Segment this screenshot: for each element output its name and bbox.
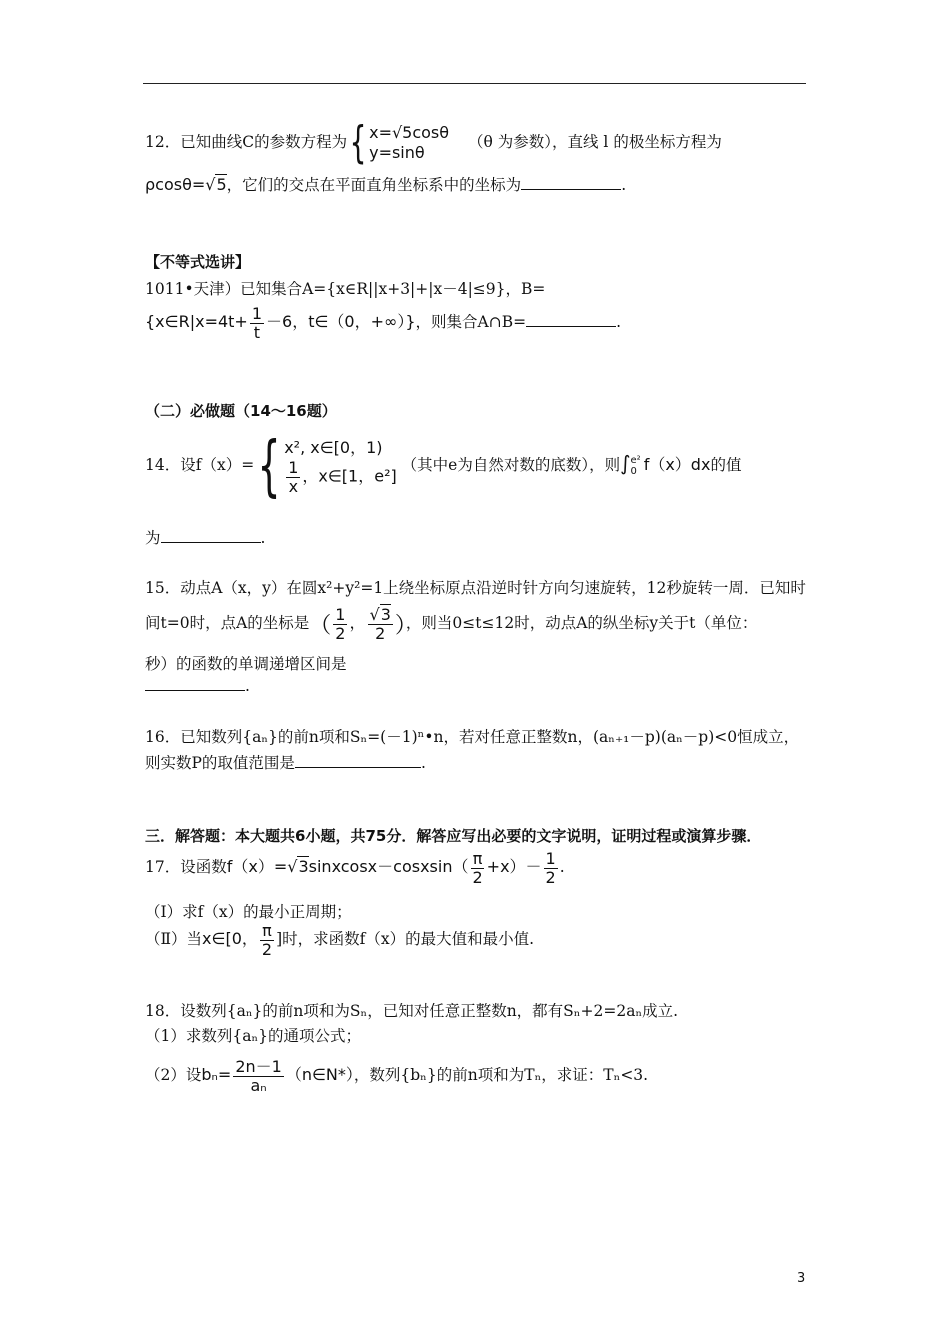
q18-cond: （n∈N*） <box>285 1065 354 1085</box>
q14-piece2-frac <box>286 459 300 495</box>
q17-part2-den: 2 <box>261 939 273 959</box>
q17-half-frac <box>544 850 558 886</box>
left-brace-icon: { <box>257 427 281 504</box>
q12-parametric-system <box>347 117 450 168</box>
q14-piece2-num: 1 <box>288 458 299 478</box>
header-rule <box>143 83 806 84</box>
q18-bn: bₙ= <box>201 1065 232 1085</box>
q15-frac2: $\frac{√3}{2}$ <box>369 605 391 643</box>
q18-part2-pre: （2）设 <box>145 1066 202 1085</box>
q17-sqrt-arg: 3 <box>298 857 309 877</box>
q16-line1: 16．已知数列{aₙ}的前n项和Sₙ=(－1)ⁿ•n，若对任意正整数n，(aₙ₊₁－p)(aₙ－p)<0恒成立， <box>145 728 800 746</box>
q16-end: . <box>420 754 426 772</box>
q15-frac1-num: 1 <box>335 605 346 624</box>
q13-set-start: {x∈R|x=4t+ <box>145 312 248 332</box>
q17-expr1: f（x）= <box>226 857 288 877</box>
q17-part1: （Ⅰ）求f（x）的最小正周期； <box>145 903 352 921</box>
q15-frac2-den: 2 <box>375 623 386 643</box>
q14-end: . <box>260 529 266 547</box>
q13-end: . <box>616 313 622 332</box>
q17-part2-frac <box>260 922 274 958</box>
q14-piece2-den: x <box>288 476 299 496</box>
left-brace-icon: { <box>349 117 367 168</box>
section-inequality: 【不等式选讲】 <box>145 253 251 271</box>
q13-frac-num: 1 <box>251 304 263 323</box>
answer-blank <box>526 312 616 327</box>
q17-end: . <box>559 858 565 877</box>
q12-polar-rhs: 5 <box>216 175 227 194</box>
q14-limits <box>631 455 641 477</box>
q17-expr2: sinxcosx－cosxsin（ <box>308 857 469 877</box>
q15-line2-pre: 间t=0时，点A的坐标是 <box>145 614 310 633</box>
question-17: 17．设函数f（x）=√3sinxcosx－cosxsin（ $\frac{\pi}{2}$ +x）－ $\frac{1}{2}$ . <box>145 849 565 887</box>
q17-part2-post: ]时，求函数f（x）的最大值和最小值. <box>276 930 535 949</box>
q16-line2: 则实数P的取值范围是 <box>145 754 295 772</box>
question-12-line2: ρcosθ=√5，它们的交点在平面直角坐标系中的坐标为 . <box>145 175 627 194</box>
q12-end: . <box>621 176 627 194</box>
question-15-line2: 间t=0时，点A的坐标是（ $\frac{1}{2}$ ， $\frac{√3}{2}$ ），则当0≤t≤12时，动点A的纵坐标y关于t（单位： <box>145 605 758 643</box>
section-required: （二）必做题（14～16题） <box>145 402 337 420</box>
q17-prefix: 17．设函数 <box>145 858 227 877</box>
q17-part2-pre: （Ⅱ）当 <box>145 930 203 949</box>
q15-frac1 <box>333 606 347 642</box>
q14-upper: e² <box>630 455 641 466</box>
q15-frac2-num: 3 <box>380 605 391 624</box>
q17-part2-num: π <box>262 921 272 940</box>
q12-tail: ，它们的交点在平面直角坐标系中的坐标为 <box>226 176 522 194</box>
q18-part1: （1）求数列{aₙ}的通项公式； <box>145 1027 362 1045</box>
answer-blank <box>295 753 421 768</box>
q12-eq2: y=sinθ <box>369 143 425 162</box>
q14-note: （其中e为自然对数的底数），则 <box>401 456 621 474</box>
question-12 <box>145 117 722 168</box>
q14-piece1: x², x∈[0，1) <box>284 437 383 457</box>
q17-part2-interval: x∈[0， <box>202 929 258 949</box>
question-14-line2 <box>145 526 265 548</box>
q15-frac1-den: 2 <box>335 623 346 643</box>
q14-tail: 的值 <box>710 456 742 474</box>
q18-frac-num: 2n－1 <box>235 1057 282 1076</box>
q15-line2-post: ，则当0≤t≤12时，动点A的纵坐标y关于t（单位： <box>405 614 758 633</box>
answer-blank <box>161 528 261 543</box>
q18-part2-post: ，数列{bₙ}的前n项和为Tₙ，求证：Tₙ<3. <box>353 1066 649 1085</box>
q14-lower: 0 <box>630 466 637 477</box>
q13-set-end: －6，t∈（0，+∞）} <box>266 312 416 332</box>
q12-eq1: x=√5cosθ <box>369 123 450 142</box>
q12-prefix: 12．已知曲线C的参数方程为 <box>145 133 348 151</box>
q15-line1: 15．动点A（x，y）在圆x²+y²=1上绕坐标原点沿逆时针方向匀速旋转，12秒旋转一周．已知时 <box>145 579 806 597</box>
q14-prefix: 14．设f（x）= <box>145 456 255 474</box>
section-3-heading: 三．解答题：本大题共6小题，共75分．解答应写出必要的文字说明，证明过程或演算步骤． <box>145 827 762 845</box>
question-17-part2 <box>145 922 534 958</box>
q17-pi-den: 2 <box>472 867 483 887</box>
q18-frac <box>233 1058 284 1094</box>
q17-pi-num: π <box>472 849 483 868</box>
q12-note: （θ 为参数），直线 l 的极坐标方程为 <box>468 133 722 151</box>
q13-tail: ，则集合A∩B= <box>415 313 527 332</box>
question-16-line2 <box>145 751 426 773</box>
page-number: 3 <box>797 1271 806 1286</box>
q18-frac-den: aₙ <box>250 1075 267 1095</box>
question-13-set <box>145 305 621 341</box>
q14-line2: 为 <box>145 529 161 547</box>
q14-integrand: f（x）dx <box>643 455 711 474</box>
question-15-blank <box>145 676 250 695</box>
integral-icon: ∫ <box>620 451 631 475</box>
q12-polar-lhs: ρcosθ= <box>145 175 206 194</box>
question-14 <box>145 427 742 504</box>
q17-pi-frac <box>470 850 484 886</box>
q13-frac-den: t <box>253 322 261 342</box>
q13-line1: 1011•天津）已知集合A={x∈R||x+3|+|x－4|≤9}，B= <box>145 280 546 298</box>
q17-half-den: 2 <box>545 867 556 887</box>
q13-fraction <box>250 305 264 341</box>
answer-blank <box>145 676 245 691</box>
q15-end: . <box>245 677 250 695</box>
q17-expr3: +x）－ <box>486 857 542 877</box>
q18-line1: 18．设数列{aₙ}的前n项和为Sₙ，已知对任意正整数n，都有Sₙ+2=2aₙ成立. <box>145 1002 679 1020</box>
q14-piecewise <box>254 427 397 504</box>
q17-half-num: 1 <box>545 849 556 868</box>
answer-blank <box>521 175 621 190</box>
q14-piece2-rest: ，x∈[1，e²] <box>302 466 397 486</box>
q15-line3: 秒）的函数的单调递增区间是 <box>145 655 347 673</box>
question-18-part2 <box>145 1058 648 1094</box>
